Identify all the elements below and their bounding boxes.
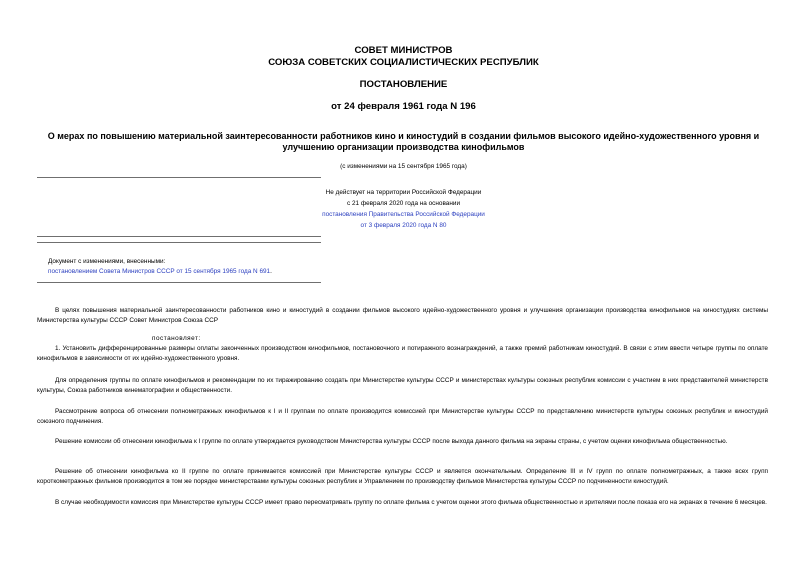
paragraph-2: Для определения группы по оплате кинофильмов и рекомендации по их тиражированию создать при Министерстве культуры СССР и министерствах культуры союзных республик комиссии с участием в них представителей министерств культуры, Союза работников кинематографии и общественности. — [37, 377, 768, 394]
paragraph-5: Решение об отнесении кинофильма ко II группе по оплате принимается комиссией при Министерстве культуры СССР и является окончательным. Определение III и IV групп по оплате полнометражных, а также всех групп короткометражных фильмов производится в том же порядке министерствами культуры союзных республик и Управлением по производству фильмов Министерства культуры СССР по подчиненности киностудий. — [37, 468, 768, 485]
changes-link-row — [48, 267, 272, 277]
separator-line — [37, 177, 321, 178]
separator-line — [37, 236, 321, 237]
government-decree-link-line1[interactable]: постановления Правительства Российской Федерации — [322, 211, 485, 218]
status-line1: Не действует на территории Российской Федерации — [325, 189, 482, 196]
paragraph-6: В случае необходимости комиссия при Министерстве культуры СССР имеет право пересматривать группу по оплате фильма с учетом оценки этого фильма общественностью и зрителями после показа его на экранах в течение 6 месяцев. — [55, 499, 767, 506]
org-name-line2: СОЮЗА СОВЕТСКИХ СОЦИАЛИСТИЧЕСКИХ РЕСПУБЛИК — [268, 57, 539, 68]
changes-link-suffix: . — [270, 268, 272, 275]
amendment-decree-link[interactable]: постановлением Совета Министров СССР от 15 сентября 1965 года N 691 — [48, 268, 271, 275]
document-date-number: от 24 февраля 1961 года N 196 — [331, 101, 476, 112]
document-title-line1: О мерах по повышению материальной заинтересованности работников кино и киностудий в создании фильмов высокого идейно-художественного уровня и — [47, 131, 760, 141]
separator-line — [37, 282, 321, 283]
decrees-word: постановляет: — [152, 335, 201, 342]
amendments-note: (с изменениями на 15 сентября 1965 года) — [340, 163, 467, 170]
separator-line — [37, 242, 321, 243]
org-name-line1: СОВЕТ МИНИСТРОВ — [354, 45, 453, 56]
document-type: ПОСТАНОВЛЕНИЕ — [359, 79, 448, 90]
document-title-line2: улучшению организации производства кинофильмов — [282, 142, 525, 152]
intro-paragraph: В целях повышения материальной заинтересованности работников кино и киностудий в создании фильмов высокого идейно-художественного уровня и улучшения организации производства кинофильмов на киностудиях системы Министерства культуры СССР Совет Министров Союза ССР — [37, 307, 768, 324]
paragraph-3: Рассмотрение вопроса об отнесении полнометражных кинофильмов к I и II группам по оплате производится комиссией при Министерстве культуры СССР по представлению министерств культуры союзных республик и киностудий союзного подчинения. — [37, 408, 768, 425]
paragraph-4: Решение комиссии об отнесении кинофильма к I группе по оплате утверждается руководством Министерства культуры СССР после выхода данного фильма на экраны страны, с учетом оценки кинофильма общественностью. — [55, 438, 728, 445]
status-line2: с 21 февраля 2020 года на основании — [346, 200, 461, 207]
changes-label: Документ с изменениями, внесенными: — [48, 258, 166, 265]
paragraph-1: 1. Установить дифференцированные размеры оплаты законченных производством кинофильмов, постановочного и потиражного вознаграждений, а также премий работникам киностудий. В связи с этим ввести четыре группы по оплате кинофильмов в зависимости от их идейно-художественного уровня. — [37, 345, 768, 362]
government-decree-link-line2[interactable]: от 3 февраля 2020 года N 80 — [360, 222, 447, 229]
